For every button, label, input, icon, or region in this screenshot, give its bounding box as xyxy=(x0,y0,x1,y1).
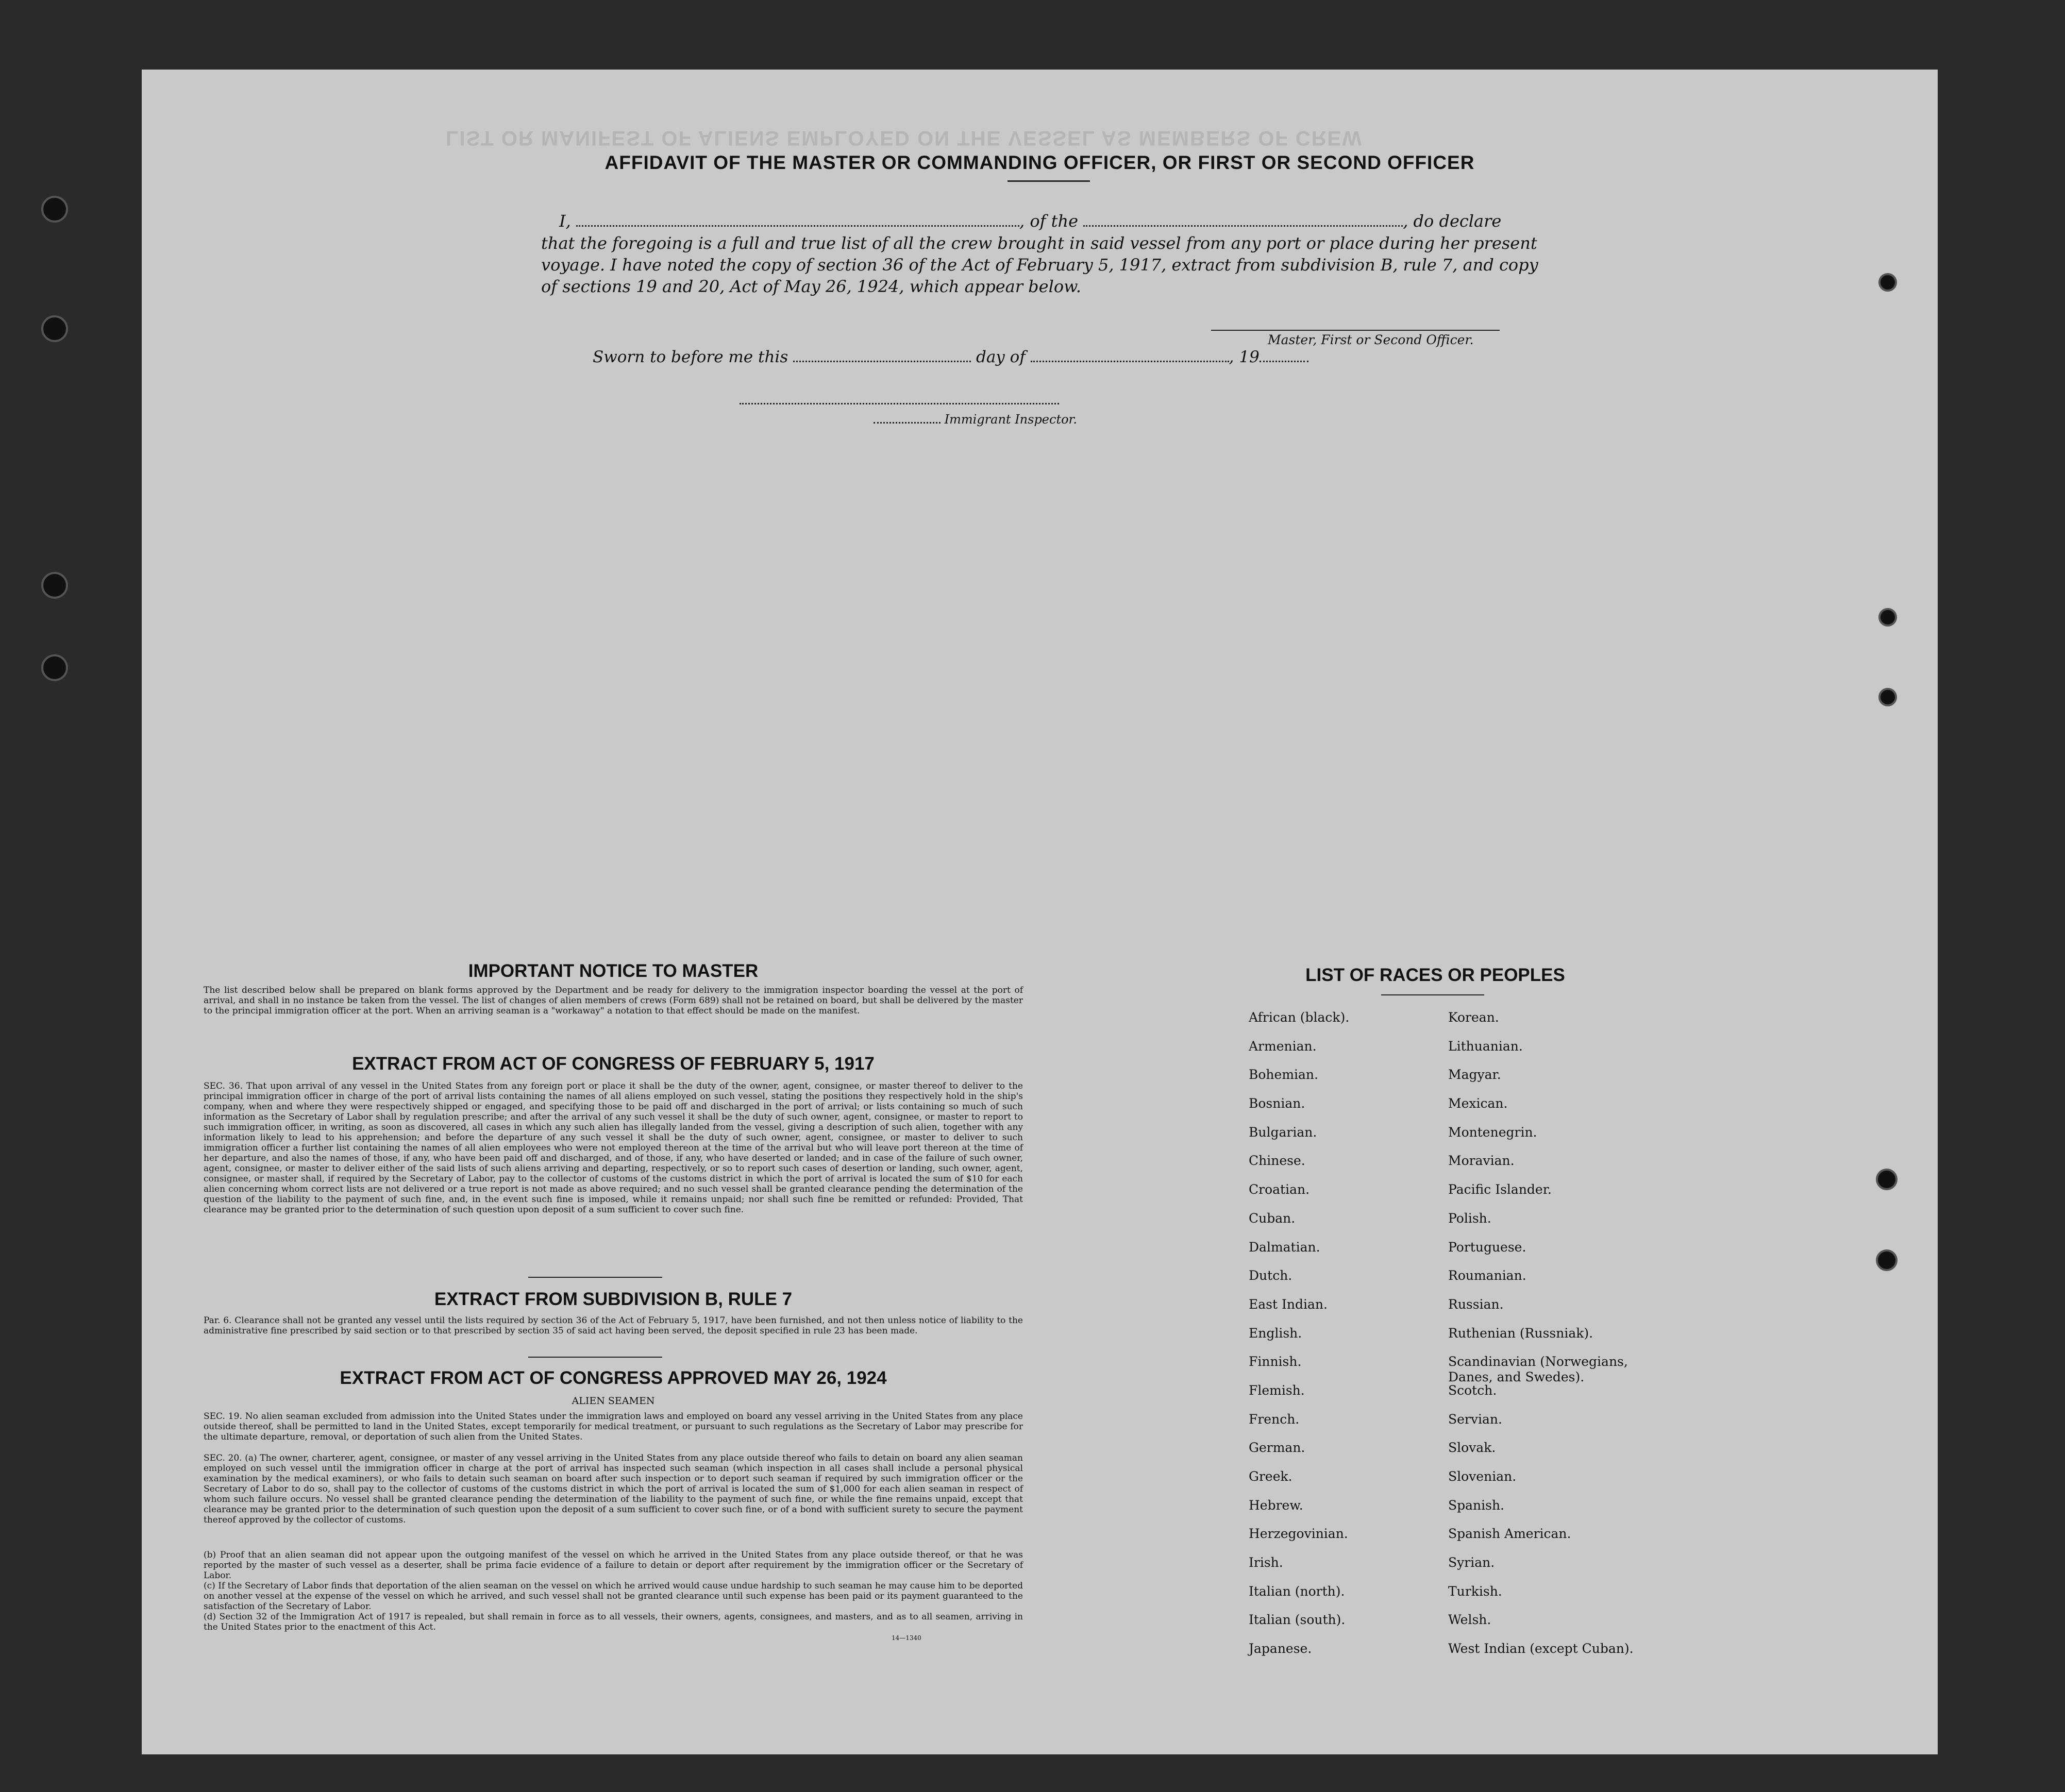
race-item: Korean. xyxy=(1448,1010,1499,1025)
binder-hole xyxy=(1878,273,1897,292)
binder-hole xyxy=(41,315,68,342)
inspector-signature-line[interactable] xyxy=(740,402,1059,404)
race-item: Irish. xyxy=(1249,1555,1283,1570)
race-item: Dalmatian. xyxy=(1249,1239,1320,1255)
race-item: West Indian (except Cuban). xyxy=(1448,1641,1634,1656)
race-item: Bohemian. xyxy=(1249,1067,1318,1083)
notice-body: The list described below shall be prepared on blank forms approved by the Department and be ready for delivery to the immigration inspector boarding the vessel at the port of arrival, and shall in no instance be taken from the vessel. The list of changes of alien members of crews (Form 689) shall not be retained on board, but shall be delivered by the master to the principal immigration officer at the port. When an arriving seaman is a "workaway" a notation to that effect should be made on the manifest. xyxy=(204,985,1023,1016)
race-item: Syrian. xyxy=(1448,1555,1495,1570)
sec-20c-text: (c) If the Secretary of Labor finds that deportation of the alien seaman on the vessel on which he arrived would cause undue hardship to such seaman he may cause him to be deported on another vessel at the expense of the vessel on which he arrived, and such vessel shall not be granted clearance until such expense has been paid or its payment guaranteed to the satisfaction of the Secretary of Labor. xyxy=(204,1581,1023,1612)
race-item: Pacific Islander. xyxy=(1448,1182,1552,1197)
vessel-blank[interactable] xyxy=(1083,225,1403,227)
race-item: African (black). xyxy=(1249,1010,1350,1025)
bleed-through-heading: LIST OR MANIFEST OF ALIENS EMPLOYED ON THE VESSEL AS MEMBERS OF CREW xyxy=(446,127,1363,149)
race-item: Montenegrin. xyxy=(1448,1124,1537,1140)
extract-1917-title: EXTRACT FROM ACT OF CONGRESS OF FEBRUARY 5, 1917 xyxy=(352,1054,875,1074)
declare-line xyxy=(559,211,1683,234)
race-item: French. xyxy=(1249,1411,1300,1427)
race-item: Scotch. xyxy=(1448,1382,1497,1398)
race-item: Bulgarian. xyxy=(1249,1124,1317,1140)
race-item: Japanese. xyxy=(1249,1641,1312,1656)
sworn-day-blank[interactable] xyxy=(793,361,971,362)
binder-hole xyxy=(1878,608,1897,627)
sec-19-text: SEC. 19. No alien seaman excluded from admission into the United States under the immigration laws and employed on board any vessel arriving in the United States from any place outside thereof, shall be permitted to land in the United States, except temporarily for medical treatment, or pursuant to such regulations as the Secretary of Labor may prescribe for the ultimate departure, removal, or deportation of such alien from the United States. xyxy=(204,1411,1023,1442)
race-item: Portuguese. xyxy=(1448,1239,1526,1255)
sec-20d-text: (d) Section 32 of the Immigration Act of 1917 is repealed, but shall remain in force as to all vessels, their owners, agents, consignees, and masters, and as to all seamen, arriving in the United States prior to the enactment of this Act. xyxy=(204,1612,1023,1632)
binder-hole xyxy=(1878,688,1897,706)
sec-20b-text: (b) Proof that an alien seaman did not appear upon the outgoing manifest of the vessel on which he arrived in the United States from any place outside thereof, or that he was reported by the master of such vessel as a deserter, shall be prima facie evidence of a failure to detain or deport after requirement by the immigration officer or the Secretary of Labor. xyxy=(204,1550,1023,1581)
affidavit-line-4: of sections 19 and 20, Act of May 26, 1924, which appear below. xyxy=(541,277,1081,296)
declare-i: I, xyxy=(559,211,571,231)
race-item: Slovak. xyxy=(1448,1440,1496,1456)
sec-20a-text: SEC. 20. (a) The owner, charterer, agent, consignee, or master of any vessel arriving in the United States from any place outside thereof who fails to detain on board any alien seaman employed on such vessel until the immigration officer in charge at the port of arrival has inspected such seaman (which inspection in all cases shall include a personal physical examination by the medical examiners), or who fails to detain such seaman on board after such inspection or to deport such seaman if required by such immigration officer or the Secretary of Labor to do so, shall pay to the collector of customs of the customs district in which the port of arrival is located the sum of $1,000 for each alien seaman in respect of whom such failure occurs. No vessel shall be granted clearance pending the determination of the liability to the payment of such fine, or while the fine remains unpaid, except that clearance may be granted prior to the determination of such question upon the deposit of a sum sufficient to cover such fine, or of a bond with sufficient surety to secure the payment thereof approved by the collector of customs. xyxy=(204,1453,1023,1525)
binder-hole xyxy=(41,572,68,599)
document-page xyxy=(142,70,1938,1754)
subdivision-b-title: EXTRACT FROM SUBDIVISION B, RULE 7 xyxy=(434,1289,793,1309)
races-right-column xyxy=(1448,1010,1644,1670)
race-item: Ruthenian (Russniak). xyxy=(1448,1325,1593,1341)
race-item: Greek. xyxy=(1249,1469,1292,1484)
race-item: Turkish. xyxy=(1448,1583,1502,1599)
form-number: 14—1340 xyxy=(892,1634,921,1642)
race-item: Cuban. xyxy=(1249,1210,1296,1226)
declare-end: , do declare xyxy=(1403,211,1502,231)
race-item: Mexican. xyxy=(1448,1096,1508,1111)
race-item: Lithuanian. xyxy=(1448,1038,1523,1054)
race-item: Finnish. xyxy=(1249,1354,1302,1370)
title-divider xyxy=(1008,180,1090,182)
race-item: Magyar. xyxy=(1448,1067,1501,1083)
race-item: Flemish. xyxy=(1249,1382,1305,1398)
inspector-label: Immigrant Inspector. xyxy=(944,412,1078,427)
race-item: Roumanian. xyxy=(1448,1268,1526,1283)
binder-hole xyxy=(41,196,68,223)
race-item: Slovenian. xyxy=(1448,1469,1517,1484)
master-signature-line[interactable] xyxy=(1211,330,1500,331)
year-blank[interactable] xyxy=(1260,361,1308,362)
race-item: Spanish American. xyxy=(1448,1526,1571,1542)
alien-seamen-subtitle: ALIEN SEAMEN xyxy=(572,1395,655,1407)
divider-2 xyxy=(528,1357,662,1358)
races-title: LIST OF RACES OR PEOPLES xyxy=(1305,965,1565,985)
races-divider xyxy=(1381,994,1484,995)
inspector-dots xyxy=(874,422,941,424)
race-item: Italian (south). xyxy=(1249,1612,1346,1628)
race-item: Scandinavian (Norwegians, Danes, and Swedes). xyxy=(1448,1354,1628,1385)
name-blank[interactable] xyxy=(576,225,1019,227)
race-item: Servian. xyxy=(1448,1411,1502,1427)
binder-hole xyxy=(1876,1169,1898,1190)
subdivision-b-body: Par. 6. Clearance shall not be granted any vessel until the lists required by section 36 of the Act of February 5, 1917, have been furnished, and not then unless notice of liability to the administrative fine prescribed by said section or to that prescribed by section 35 of said act having been served, the deposit specified in rule 23 has been made. xyxy=(204,1315,1023,1336)
race-item: Dutch. xyxy=(1249,1268,1292,1283)
extract-1924-title: EXTRACT FROM ACT OF CONGRESS APPROVED MAY 26, 1924 xyxy=(340,1368,887,1388)
race-item: Chinese. xyxy=(1249,1153,1305,1169)
extract-1917-body: SEC. 36. That upon arrival of any vessel in the United States from any foreign port or place it shall be the duty of the owner, agent, consignee, or master thereof to deliver to the principal immigration officer in charge of the port of arrival lists containing the names of all aliens employed on such vessel, stating the positions they respectively hold in the ship's company, when and where they were respectively shipped or engaged, and specifying those to be paid off and discharged in the port of arrival; or lists containing so much of such information as the Secretary of Labor shall by regulation prescribe; and after the arrival of any such vessel it shall be the duty of such owner, agent, consignee, or master to report to such immigration officer, in writing, as soon as discovered, all cases in which any such alien has illegally landed from the vessel, giving a description of such alien, together with any information likely to lead to his apprehension; and before the departure of any such vessel it shall be the duty of such owner, agent, consignee, or master to deliver to such immigration officer a further list containing the names of all alien employees who were not employed thereon at the time of the arrival but who will leave port thereon at the time of her departure, and also the names of those, if any, who have been paid off and discharged, and of those, if any, who have deserted or landed; and in case of the failure of such owner, agent, consignee, or master to deliver either of the said lists of such aliens arriving and departing, respectively, or so to report such cases of desertion or landing, such owner, agent, consignee, or master shall, if required by the Secretary of Labor, pay to the collector of customs of the customs district in which the port of arrival is located the sum of $10 for each alien concerning whom correct lists are not delivered or a true report is not made as above required; and no such vessel shall be granted clearance pending the determination of the question of the liability to the payment of such fine, and, in the event such fine is imposed, while it remains unpaid; nor shall such fine be remitted or refunded: Provided, That clearance may be granted prior to the determination of such question upon deposit of a sum sufficient to cover such fine. xyxy=(204,1081,1023,1215)
race-item: Hebrew. xyxy=(1249,1497,1303,1513)
race-item: East Indian. xyxy=(1249,1296,1328,1312)
affidavit-title: AFFIDAVIT OF THE MASTER OR COMMANDING OFFICER, OR FIRST OR SECOND OFFICER xyxy=(605,152,1475,173)
race-item: Welsh. xyxy=(1448,1612,1491,1628)
day-of-label: day of xyxy=(976,348,1026,366)
race-item: Armenian. xyxy=(1249,1038,1317,1054)
sworn-label: Sworn to before me this xyxy=(593,348,788,366)
race-item: Russian. xyxy=(1448,1296,1504,1312)
affidavit-line-3: voyage. I have noted the copy of section 36 of the Act of February 5, 1917, extract from subdivision B, rule 7, and copy xyxy=(541,255,1538,275)
affidavit-line-2: that the foregoing is a full and true list of all the crew brought in said vessel from any port or place during her present xyxy=(541,233,1537,253)
race-item: Herzegovinian. xyxy=(1249,1526,1348,1542)
divider-1 xyxy=(528,1277,662,1278)
race-item: Croatian. xyxy=(1249,1182,1310,1197)
race-item: Polish. xyxy=(1448,1210,1491,1226)
race-item: English. xyxy=(1249,1325,1302,1341)
notice-title: IMPORTANT NOTICE TO MASTER xyxy=(468,961,759,981)
year-label: , 19 xyxy=(1229,348,1260,366)
sworn-line xyxy=(593,348,1308,366)
master-label: Master, First or Second Officer. xyxy=(1268,332,1474,347)
races-left-column xyxy=(1249,1010,1434,1670)
sworn-month-blank[interactable] xyxy=(1031,361,1229,362)
race-item: Bosnian. xyxy=(1249,1096,1305,1111)
binder-hole xyxy=(1876,1249,1898,1271)
binder-hole xyxy=(41,654,68,681)
race-item: Moravian. xyxy=(1448,1153,1515,1169)
race-item: Italian (north). xyxy=(1249,1583,1345,1599)
race-item: German. xyxy=(1249,1440,1305,1456)
race-item: Spanish. xyxy=(1448,1497,1505,1513)
inspector-label-wrap xyxy=(874,412,1077,427)
declare-of-the: , of the xyxy=(1019,211,1079,231)
